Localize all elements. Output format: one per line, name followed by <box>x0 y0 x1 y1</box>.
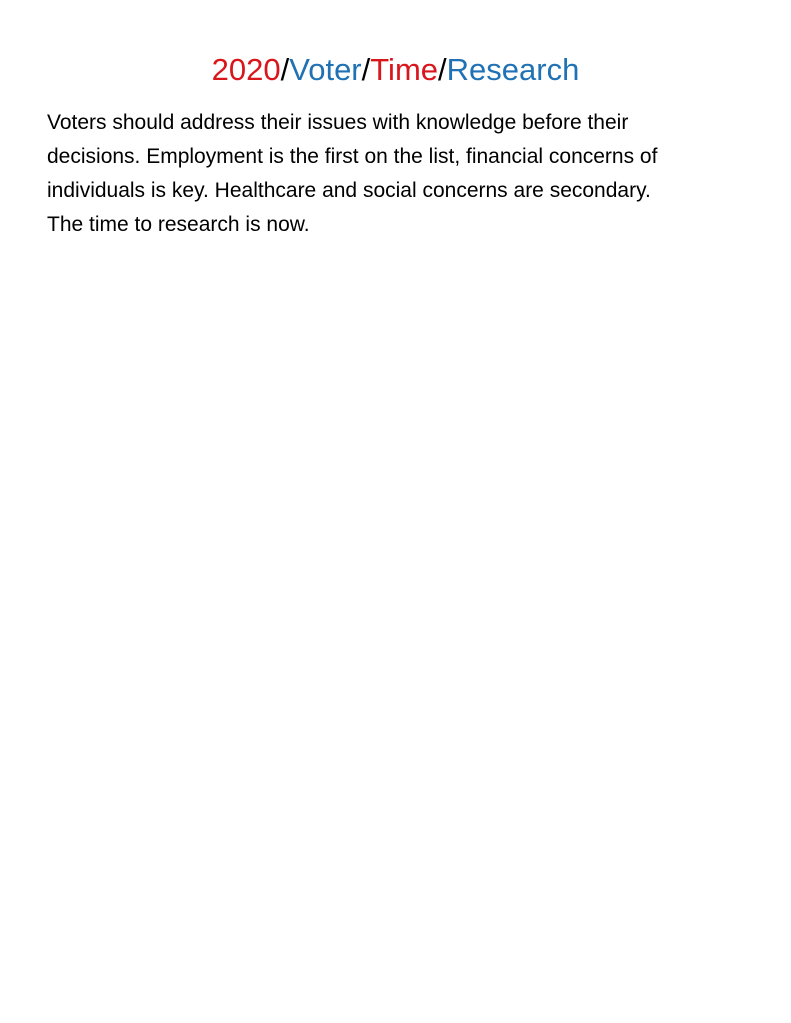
paragraph-line: individuals is key. Healthcare and social concerns are secondary. <box>47 179 651 202</box>
paragraph-line: Voters should address their issues with knowledge before their <box>47 111 629 134</box>
title-separator: / <box>280 52 290 87</box>
title-word-voter: Voter <box>289 52 362 87</box>
title-separator: / <box>438 52 447 87</box>
paragraph-line: The time to research is now. <box>47 213 310 236</box>
title-word-time: Time <box>370 52 439 87</box>
title-year: 2020 <box>211 52 281 87</box>
title-word-research: Research <box>446 52 580 87</box>
paragraph-line: decisions. Employment is the first on the list, financial concerns of <box>47 145 658 168</box>
title-separator: / <box>361 52 371 87</box>
body-paragraph <box>47 106 747 242</box>
page-title <box>0 50 791 90</box>
